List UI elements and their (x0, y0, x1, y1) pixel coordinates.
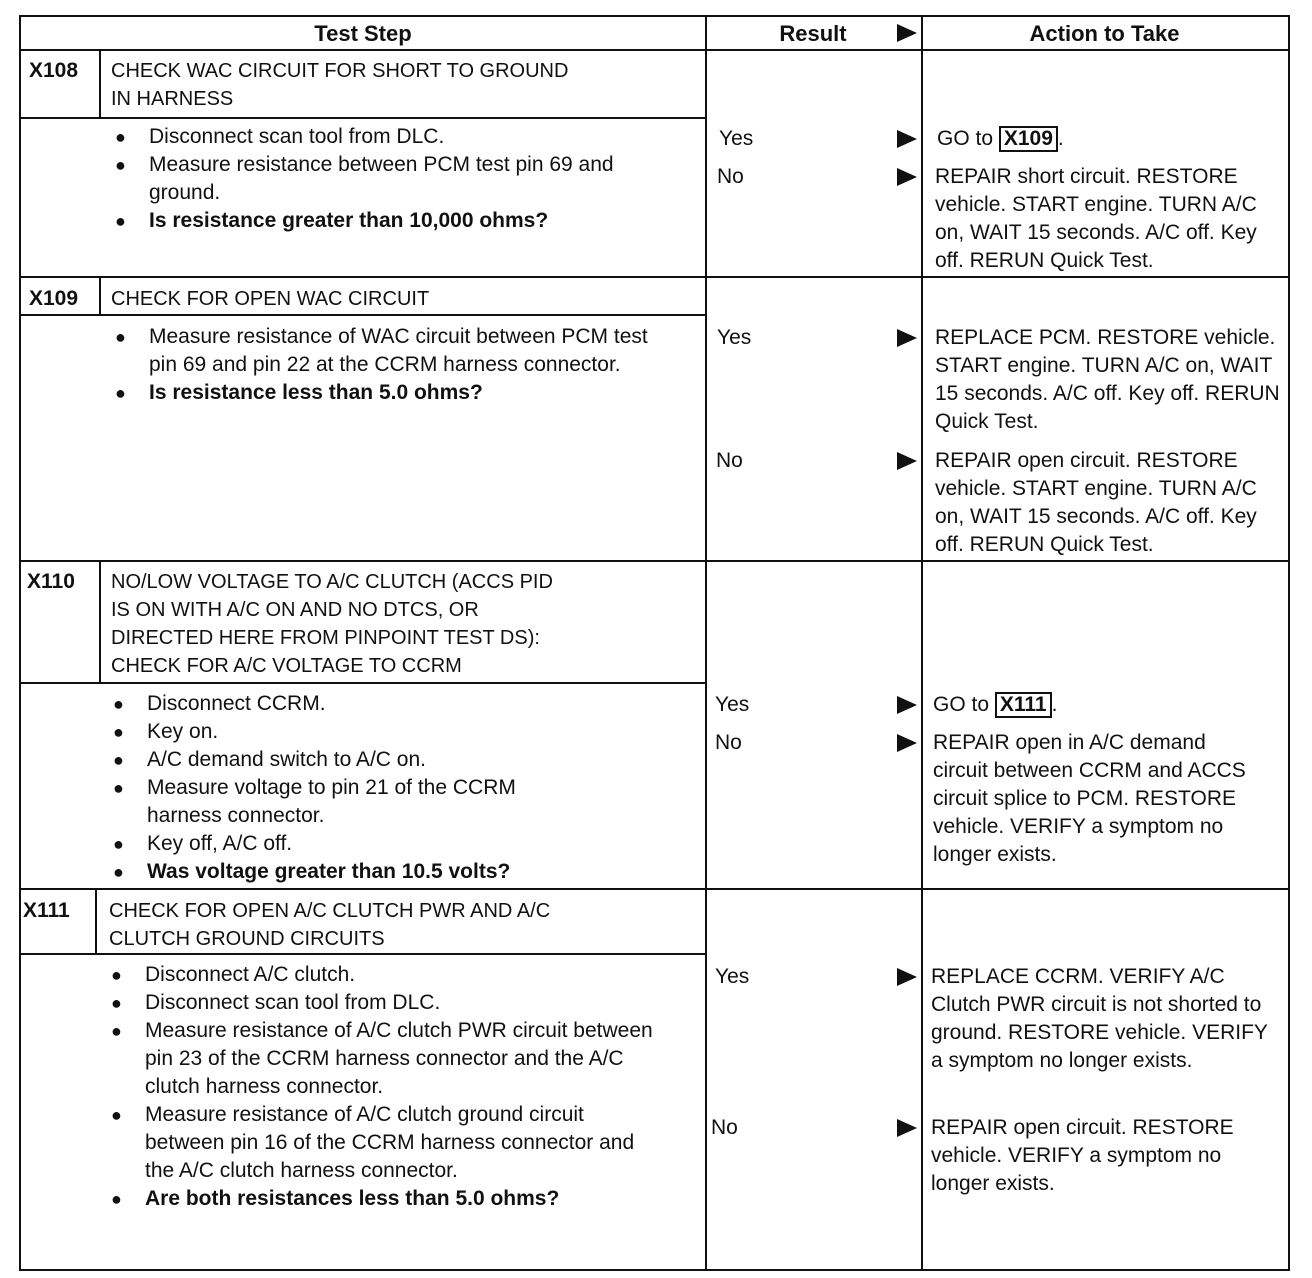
instruction-question: ● Are both resistances less than 5.0 ohms? (109, 1185, 669, 1213)
result-yes: Yes (717, 326, 752, 349)
goto-suffix: . (1051, 693, 1058, 716)
result-yes: Yes (715, 693, 750, 716)
arrow-icon (897, 968, 917, 986)
arrow-icon (897, 130, 917, 148)
instruction-item: ● A/C demand switch to A/C on. (111, 746, 631, 774)
instruction-question: ● Is resistance less than 5.0 ohms? (113, 379, 673, 407)
arrow-icon (897, 452, 917, 470)
arrow-icon (897, 1119, 917, 1137)
step-title (109, 897, 550, 953)
action-goto (933, 691, 1057, 719)
title-divider (21, 953, 705, 955)
action-goto (937, 125, 1064, 153)
step-title-line: CHECK FOR OPEN WAC CIRCUIT (111, 288, 430, 310)
instruction-item: ● Measure resistance of A/C clutch ground circuit between pin 16 of the CCRM harness connector and the A/C clutch harness connector. (109, 1101, 655, 1185)
title-divider (21, 117, 705, 119)
diagnostic-table (19, 15, 1290, 1271)
id-divider (99, 562, 101, 682)
step-title-line: IN HARNESS (111, 88, 234, 110)
row-divider (21, 276, 1288, 278)
row-divider (21, 888, 1288, 890)
id-divider (95, 890, 97, 954)
instruction-list (109, 961, 669, 1213)
id-divider (99, 278, 101, 314)
action-text: REPLACE PCM. RESTORE vehicle. START engine. TURN A/C on, WAIT 15 seconds. A/C off. Key off. RERUN Quick Test. (935, 326, 1280, 433)
title-divider (21, 682, 705, 684)
action-text: REPAIR open circuit. RESTORE vehicle. START engine. TURN A/C on, WAIT 15 seconds. A/C off. Key off. RERUN Quick Test. (935, 449, 1257, 556)
step-title-line: CHECK WAC CIRCUIT FOR SHORT TO GROUND (111, 60, 569, 82)
instruction-list (113, 323, 673, 407)
arrow-icon (897, 734, 917, 752)
instruction-item: ● Measure resistance between PCM test pin 69 and ground. (113, 151, 629, 207)
header-action: Action to Take (921, 17, 1288, 51)
result-yes: Yes (715, 965, 750, 988)
action-text: REPAIR short circuit. RESTORE vehicle. START engine. TURN A/C on, WAIT 15 seconds. A/C off. Key off. RERUN Quick Test. (935, 165, 1257, 272)
action-text: REPLACE CCRM. VERIFY A/C Clutch PWR circuit is not shorted to ground. RESTORE vehicle. VERIFY a symptom no longer exists. (931, 965, 1268, 1072)
header-result-label: Result (779, 21, 847, 46)
column-divider (705, 17, 707, 1269)
row-divider (21, 560, 1288, 562)
goto-x111-link[interactable]: X111 (995, 692, 1052, 718)
step-title (111, 57, 568, 113)
instruction-item: ● Disconnect scan tool from DLC. (113, 123, 693, 151)
instruction-question: ● Was voltage greater than 10.5 volts? (111, 858, 631, 886)
step-title-line: NO/LOW VOLTAGE TO A/C CLUTCH (ACCS PID (111, 571, 553, 593)
column-divider (921, 17, 923, 1269)
header-result (705, 17, 921, 51)
step-id: X109 (29, 287, 79, 310)
instruction-item: ● Key off, A/C off. (111, 830, 631, 858)
arrow-icon (897, 168, 917, 186)
result-yes: Yes (719, 127, 754, 150)
instruction-item: ● Measure resistance of WAC circuit between PCM test pin 69 and pin 22 at the CCRM harness connector. (113, 323, 673, 379)
header-arrow-icon (897, 24, 917, 42)
result-no: No (716, 449, 743, 472)
action-text: REPAIR open circuit. RESTORE vehicle. VERIFY a symptom no longer exists. (931, 1116, 1234, 1195)
step-title-line: IS ON WITH A/C ON AND NO DTCS, OR (111, 599, 479, 621)
goto-suffix: . (1057, 127, 1064, 150)
step-title-line: DIRECTED HERE FROM PINPOINT TEST DS): (111, 627, 540, 649)
goto-prefix: GO to (933, 693, 990, 716)
step-title (111, 568, 553, 680)
result-no: No (711, 1116, 738, 1139)
step-title-line: CHECK FOR A/C VOLTAGE TO CCRM (111, 655, 462, 677)
step-id: X108 (29, 59, 79, 82)
instruction-item: ● Disconnect scan tool from DLC. (109, 989, 669, 1017)
instruction-item: ● Disconnect A/C clutch. (109, 961, 669, 989)
arrow-icon (897, 329, 917, 347)
instruction-list (111, 690, 631, 886)
action-text: REPAIR open in A/C demand circuit between CCRM and ACCS circuit splice to PCM. RESTORE vehicle. VERIFY a symptom no longer exists. (933, 731, 1246, 866)
instruction-item: ● Measure resistance of A/C clutch PWR circuit between pin 23 of the CCRM harness connector and the A/C clutch harness connector. (109, 1017, 655, 1101)
goto-prefix: GO to (937, 127, 994, 150)
step-id: X111 (23, 899, 70, 922)
instruction-item: ● Disconnect CCRM. (111, 690, 631, 718)
result-no: No (715, 731, 742, 754)
title-divider (21, 314, 705, 316)
instruction-item: ● Measure voltage to pin 21 of the CCRM harness connector. (111, 774, 587, 830)
header-test-step: Test Step (21, 17, 705, 51)
step-id: X110 (27, 570, 75, 593)
goto-x109-link[interactable]: X109 (999, 126, 1058, 152)
instruction-item: ● Key on. (111, 718, 631, 746)
arrow-icon (897, 696, 917, 714)
instruction-list (113, 123, 693, 235)
step-title (111, 285, 429, 313)
id-divider (99, 51, 101, 119)
step-title-line: CLUTCH GROUND CIRCUITS (109, 928, 385, 950)
step-title-line: CHECK FOR OPEN A/C CLUTCH PWR AND A/C (109, 900, 551, 922)
result-no: No (717, 165, 744, 188)
instruction-question: ● Is resistance greater than 10,000 ohms? (113, 207, 693, 235)
